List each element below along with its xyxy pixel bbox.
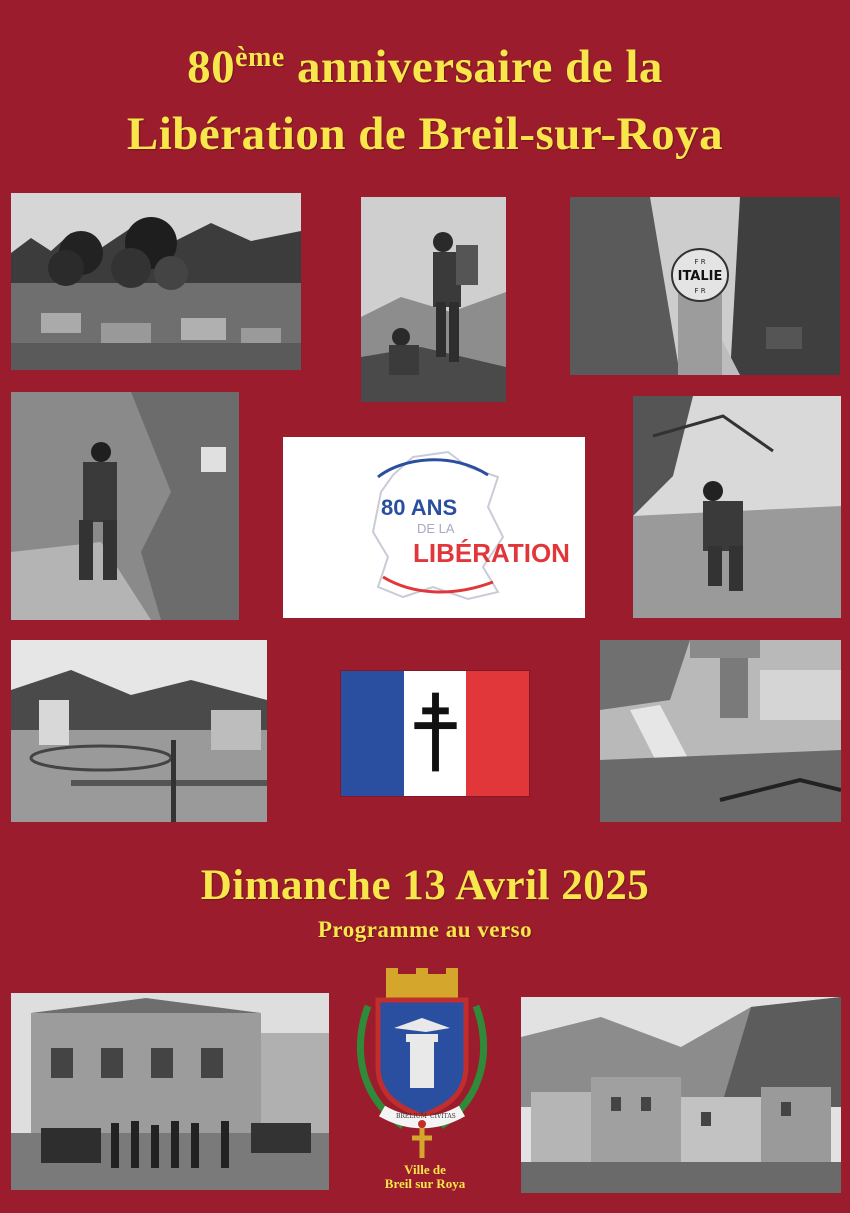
photo-explosions-village bbox=[11, 193, 301, 370]
border-sign-main: ITALIE bbox=[677, 269, 723, 284]
title-line1-text: anniversaire de la bbox=[297, 41, 663, 93]
photo-soldier-at-rock bbox=[11, 392, 239, 620]
crest-caption-line2: Breil sur Roya bbox=[384, 1176, 466, 1191]
photo-soldier-climbing bbox=[361, 197, 506, 402]
crest-caption-line1: Ville de bbox=[404, 1162, 446, 1177]
flag-blue-band bbox=[341, 671, 404, 796]
free-france-flag bbox=[340, 670, 530, 797]
poster-title-line1 bbox=[0, 30, 850, 95]
crest-motto-right: CIVITAS bbox=[430, 1113, 456, 1120]
flag-red-band bbox=[466, 671, 529, 796]
photo-italie-border-sign bbox=[570, 197, 840, 375]
flag-white-band bbox=[404, 671, 467, 796]
anniversary-ordinal-suffix: ème bbox=[235, 42, 285, 73]
cross-of-lorraine-icon bbox=[404, 671, 467, 796]
photo-railway-yard bbox=[11, 640, 267, 822]
photo-ruined-town bbox=[521, 997, 841, 1193]
coat-of-arms-graphic bbox=[348, 966, 496, 1162]
logo-line3: LIBÉRATION bbox=[413, 538, 570, 568]
crest-motto-left: BRELIUM bbox=[396, 1113, 427, 1120]
poster-title-line2: Libération de Breil-sur-Roya bbox=[126, 108, 724, 160]
border-sign-top: F R bbox=[694, 258, 706, 266]
liberation-80-logo bbox=[283, 437, 585, 618]
france-map-logo-graphic bbox=[283, 437, 585, 618]
event-date: Dimanche 13 Avril 2025 bbox=[200, 862, 650, 909]
logo-line1: 80 ANS bbox=[381, 495, 458, 520]
border-sign-bottom: F R bbox=[694, 287, 706, 295]
anniversary-number: 80 bbox=[187, 41, 236, 93]
photo-soldier-in-grass bbox=[633, 396, 841, 618]
photo-destroyed-bridge bbox=[600, 640, 841, 822]
breil-sur-roya-coat-of-arms bbox=[348, 966, 496, 1162]
logo-line2: DE LA bbox=[417, 521, 455, 536]
programme-note: Programme au verso bbox=[317, 917, 533, 942]
photo-soldiers-street bbox=[11, 993, 329, 1190]
